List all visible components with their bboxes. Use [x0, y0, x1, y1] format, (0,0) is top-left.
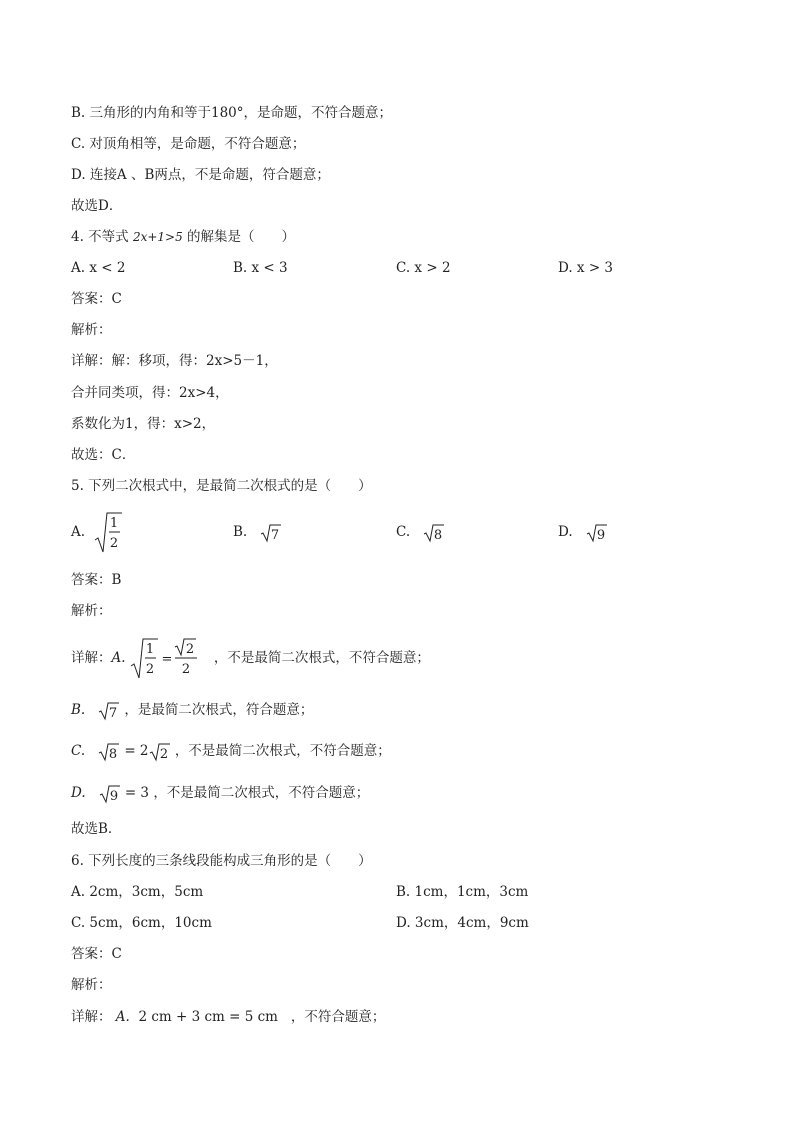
q6-answer: 答案：C [71, 946, 122, 962]
q5-detail-a-tail: ，不是最简二次根式，不符合题意； [213, 650, 430, 666]
q6-analysis-label: 解析： [71, 977, 112, 993]
sqrt-9-detail [99, 784, 121, 804]
sqrt-8-detail [98, 742, 120, 762]
svg-text:2: 2 [159, 746, 168, 762]
q4-option-c: C. x > 2 [396, 260, 451, 276]
q5-detail-c-eq: = 2 [124, 743, 149, 759]
q5-detail-c-tail: ，不是最简二次根式，不符合题意； [174, 743, 391, 759]
q5-analysis-label: 解析： [71, 603, 112, 619]
q5-detail-c [71, 741, 754, 762]
q4-option-b: B. x < 3 [233, 260, 288, 276]
q5-option-a-label: A. [71, 524, 86, 540]
q5-detail-d [71, 783, 754, 804]
q5-option-d-label: D. [558, 524, 573, 540]
sqrt-7-detail [98, 701, 120, 721]
q5-stem: 5. 下列二次根式中，是最简二次根式的是（ ） [71, 478, 372, 494]
q5-option-c [396, 522, 445, 543]
q6-detail-a-tail: ，不符合题意； [290, 1009, 386, 1025]
svg-text:2: 2 [181, 662, 190, 677]
sqrt-8 [423, 523, 445, 543]
option-d-explanation: D. 连接A 、B两点，不是命题，符合题意； [71, 167, 330, 183]
svg-text:2: 2 [109, 536, 118, 551]
q5-detail-d-eq: = 3 [124, 785, 150, 801]
q5-detail-c-label: C. [71, 743, 86, 759]
q4-stem-suffix: 的解集是（ ） [187, 229, 296, 245]
svg-text:1: 1 [145, 642, 154, 657]
svg-text:2: 2 [145, 662, 154, 677]
q6-detail-prefix: 详解： [71, 1009, 112, 1025]
sqrt-half [94, 510, 122, 554]
svg-text:9: 9 [109, 788, 118, 804]
option-b-explanation: B. 三角形的内角和等于180°，是命题，不符合题意； [71, 105, 393, 121]
q5-option-b [233, 522, 282, 543]
q5-option-b-label: B. [233, 524, 248, 540]
svg-text:7: 7 [270, 527, 280, 543]
q6-detail-a-expression: 2 cm + 3 cm = 5 cm [138, 1009, 278, 1025]
q4-stem [71, 227, 754, 247]
q6-stem: 6. 下列长度的三条线段能构成三角形的是（ ） [71, 853, 372, 869]
q5-detail-d-tail: ，不是最简二次根式，不符合题意； [153, 785, 370, 801]
q5-detail-b [71, 700, 754, 721]
q4-option-d: D. x > 3 [558, 260, 614, 276]
q6-option-a: A. 2cm，3cm，5cm [71, 884, 204, 900]
svg-text:1: 1 [109, 516, 118, 531]
svg-text:7: 7 [108, 705, 118, 721]
svg-text:8: 8 [433, 527, 443, 543]
q4-select: 故选：C． [71, 447, 136, 463]
q5-detail-d-label: D. [71, 785, 86, 801]
q6-option-b: B. 1cm，1cm，3cm [396, 884, 529, 900]
q5-detail-a-label: A. [111, 650, 126, 666]
sqrt-2-detail [149, 742, 171, 762]
sqrt-7 [260, 523, 282, 543]
q4-stem-expression: 2x+1>5 [132, 230, 183, 244]
q4-stem-prefix: 4. 不等式 [71, 229, 129, 245]
q5-detail-b-label: B. [71, 702, 86, 718]
q4-detail-3: 系数化为1，得：x>2， [71, 416, 216, 432]
q6-option-c: C. 5cm，6cm，10cm [71, 915, 212, 931]
q5-detail-b-tail: ，是最简二次根式，符合题意； [124, 702, 314, 718]
q5-option-d [558, 522, 608, 543]
svg-text:2: 2 [185, 642, 194, 657]
q5-option-c-label: C. [396, 524, 411, 540]
q5-detail-a [71, 636, 754, 680]
q4-analysis-label: 解析： [71, 322, 112, 338]
svg-text:8: 8 [108, 746, 118, 762]
svg-text:=: = [161, 652, 173, 667]
q5-detail-prefix: 详解： [71, 650, 112, 666]
q4-detail-1: 详解：解：移项，得：2x>5－1， [71, 353, 278, 369]
q5-select: 故选B． [71, 821, 122, 837]
svg-text:9: 9 [596, 527, 605, 543]
q4-detail-2: 合并同类项，得：2x>4， [71, 385, 229, 401]
q6-detail-a [71, 1007, 754, 1027]
q6-detail-a-label: A. [115, 1009, 130, 1025]
q5-answer: 答案：B [71, 572, 122, 588]
q5-option-a [71, 510, 122, 554]
q6-option-d: D. 3cm，4cm，9cm [396, 915, 529, 931]
q4-answer: 答案：C [71, 291, 122, 307]
selection-line: 故选D． [71, 198, 123, 214]
q4-option-a: A. x < 2 [71, 260, 126, 276]
option-c-explanation: C. 对顶角相等，是命题，不符合题意； [71, 136, 306, 152]
sqrt-9 [586, 523, 608, 543]
sqrt-half-equation [130, 636, 214, 680]
